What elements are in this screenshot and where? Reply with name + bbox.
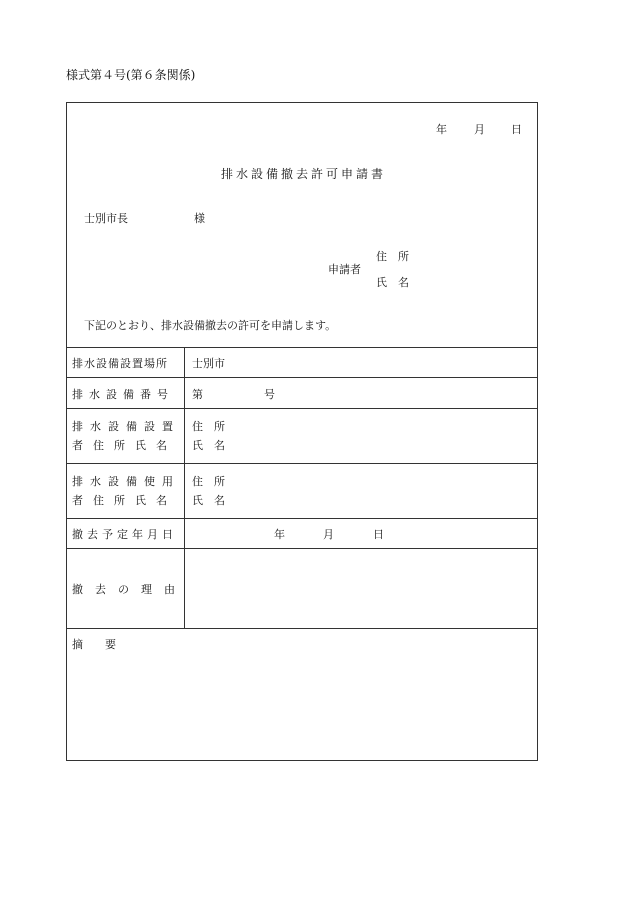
divider <box>66 377 538 378</box>
date-year: 年 <box>436 123 447 136</box>
row-scheduled-date-year: 年 <box>274 528 285 541</box>
row-scheduled-date-day: 日 <box>373 528 384 541</box>
divider <box>66 518 538 519</box>
addressee-name: 士別市長 <box>84 212 128 225</box>
row-user-name-label: 氏 名 <box>192 494 225 507</box>
row-scheduled-date-label: 撤去予定年月日 <box>72 528 177 541</box>
row-user-label-line2: 者住所氏名 <box>72 494 177 507</box>
row-installer-address-label: 住 所 <box>192 420 225 433</box>
row-installer-label-line2: 者住所氏名 <box>72 439 177 452</box>
statement: 下記のとおり、排水設備撤去の許可を申請します。 <box>84 319 337 332</box>
applicant-label: 申請者 <box>328 263 361 276</box>
form-number: 様式第４号(第６条関係) <box>66 68 196 82</box>
remarks-label: 摘 要 <box>72 638 116 651</box>
date-day: 日 <box>511 123 522 136</box>
row-reason-label: 撤去の理由 <box>72 583 187 596</box>
row-installer-name-label: 氏 名 <box>192 439 225 452</box>
document-title: 排水設備撤去許可申請書 <box>221 167 387 181</box>
row-number-prefix: 第 <box>192 388 203 401</box>
divider <box>66 628 538 629</box>
date-month: 月 <box>474 123 485 136</box>
row-location-label: 排水設備設置場所 <box>72 357 168 370</box>
row-number-label: 排水設備番号 <box>72 388 174 401</box>
addressee-honorific: 様 <box>194 212 205 225</box>
row-user-label-line1: 排水設備使用 <box>72 475 180 488</box>
row-scheduled-date-month: 月 <box>323 528 334 541</box>
row-number-suffix: 号 <box>264 388 275 401</box>
applicant-name-label: 氏 名 <box>376 276 409 289</box>
divider <box>66 548 538 549</box>
row-installer-label-line1: 排水設備設置 <box>72 420 180 433</box>
divider <box>66 408 538 409</box>
divider <box>66 463 538 464</box>
row-location-value: 士別市 <box>192 357 225 370</box>
divider <box>66 347 538 348</box>
row-user-address-label: 住 所 <box>192 475 225 488</box>
applicant-address-label: 住 所 <box>376 250 409 263</box>
